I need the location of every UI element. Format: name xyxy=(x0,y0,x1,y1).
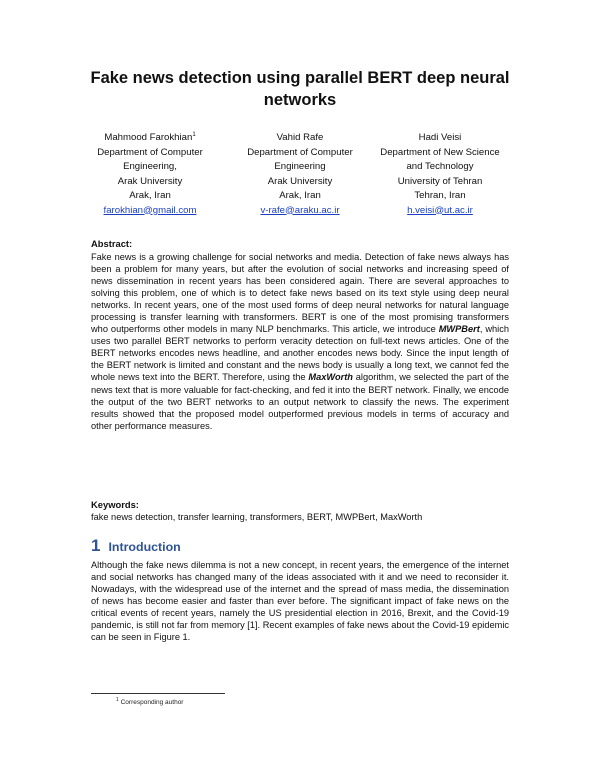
author-affiliation-line: Arak University xyxy=(117,175,183,187)
author-affiliation-line: Engineering xyxy=(274,161,326,172)
keywords-heading: Keywords: xyxy=(91,499,139,510)
author-affiliation-line: Arak, Iran xyxy=(129,190,171,201)
author-1 xyxy=(70,131,230,218)
footnote: $^1$ Corresponding author xyxy=(116,696,184,706)
footnote-mark: 1 xyxy=(116,696,119,703)
author-email-link[interactable]: h.veisi@ut.ac.ir xyxy=(407,204,473,216)
author-affiliation-line: Department of New Science xyxy=(380,146,500,158)
section-number: 1 xyxy=(91,536,101,555)
author-email-link[interactable]: farokhian@gmail.com xyxy=(103,204,197,216)
author-affiliation-line: Arak University xyxy=(267,175,333,187)
abstract-heading: Abstract: xyxy=(91,238,133,249)
section-heading-introduction xyxy=(91,536,181,556)
introduction-body: Although the fake news dilemma is not a new concept, in recent years, the emergence of the internet and social networks has changed many of the ideas associated with it and we need to reconsider it. Nowadays, with the widespread use of the internet and the spread of mass media, the dissemination of news has become easier and faster than ever before. The significant impact of fake news on the critical events of recent years, namely the US presidential election in 2016, Brexit, and the Covid-19 pandemic, is still not far from memory [1]. Recent examples of fake news about the Covid-19 epidemic can be seen in Figure 1. xyxy=(91,560,509,643)
author-3 xyxy=(360,131,520,218)
paper-title: Fake news detection using parallel BERT deep neural networks xyxy=(90,69,510,109)
author-2 xyxy=(220,131,380,218)
footnote-mark: 1 xyxy=(192,131,196,138)
model-name-emphasis: MWPBert xyxy=(438,324,480,335)
section-title: Introduction xyxy=(108,540,181,554)
abstract-body: Fake news is a growing challenge for social networks and media. Detection of fake news always has been a problem for many years, but after the evolution of social networks and increasing speed of news dissemination in recent years has been considered again. There are several approaches to solving this problem, one of which is to detect fake news based on its text style using deep neural networks. In recent years, one of the most used forms of deep neural networks for natural language processing is transfer learning with transformers. BERT is one of the most promising transformers who outperforms other models in many NLP benchmarks. This article, we introduce MWPBert, which uses two parallel BERT networks to perform veracity detection on full-text news articles. One of the BERT networks encodes news headline, and another encodes news body. Since the input length of the BERT network is limited and constant and the news body is usually a long text, we cannot fed the whole news text into the BERT. Therefore, using the MaxWorth algorithm, we selected the part of the news text that is more valuable for fact-checking, and fed it into the BERT network. Finally, we encode the output of the two BERT networks to an output network to classify the news. The experiment results showed that the proposed model outperformed previous models in terms of accuracy and other performance measures. xyxy=(91,252,510,431)
footnote-divider xyxy=(91,693,225,694)
author-affiliation-line: and Technology xyxy=(406,161,474,172)
author-affiliation-line: Engineering, xyxy=(123,161,177,172)
author-name: Vahid Rafe xyxy=(276,132,324,143)
author-affiliation-line: Department of Computer xyxy=(97,146,203,158)
author-email-link[interactable]: v-rafe@araku.ac.ir xyxy=(260,204,340,216)
author-affiliation-line: Department of Computer xyxy=(247,146,353,158)
algorithm-name-emphasis: MaxWorth xyxy=(308,372,353,383)
author-affiliation-line: Tehran, Iran xyxy=(414,190,466,201)
author-affiliation-line: Arak, Iran xyxy=(279,190,321,201)
author-name: Hadi Veisi xyxy=(418,132,462,143)
keywords-text: fake news detection, transfer learning, transformers, BERT, MWPBert, MaxWorth xyxy=(91,512,423,522)
author-name: Mahmood Farokhian$^1$ xyxy=(104,131,196,143)
author-affiliation-line: University of Tehran xyxy=(397,175,483,187)
